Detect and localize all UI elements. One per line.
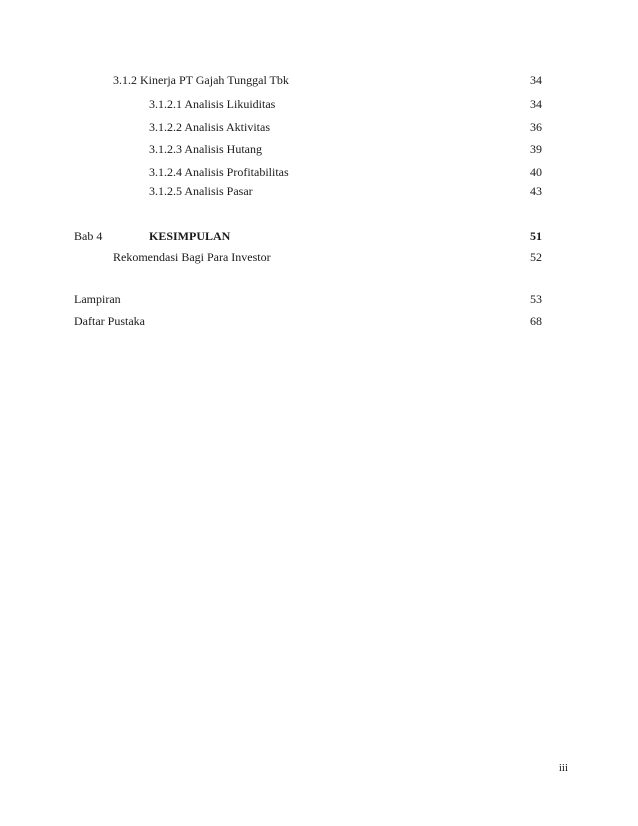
toc-entry-label: 3.1.2.1 Analisis Likuiditas xyxy=(149,97,276,111)
toc-entry-3-1-2-2 xyxy=(0,119,638,135)
toc-entry-page: 53 xyxy=(530,292,542,306)
toc-chapter-prefix: Bab 4 xyxy=(74,229,103,243)
toc-entry-label: Rekomendasi Bagi Para Investor xyxy=(113,250,271,264)
toc-entry-label: 3.1.2.3 Analisis Hutang xyxy=(149,142,262,156)
toc-entry-daftar-pustaka xyxy=(0,313,638,329)
toc-entry-3-1-2 xyxy=(0,72,638,88)
toc-entry-label: Daftar Pustaka xyxy=(74,314,145,328)
toc-entry-page: 34 xyxy=(530,97,542,111)
toc-entry-page: 36 xyxy=(530,120,542,134)
toc-entry-page: 52 xyxy=(530,250,542,264)
toc-entry-3-1-2-1 xyxy=(0,96,638,112)
page-number: iii xyxy=(558,762,568,774)
toc-chapter-title: KESIMPULAN xyxy=(149,229,231,243)
toc-entry-label: 3.1.2.5 Analisis Pasar xyxy=(149,184,253,198)
toc-entry-lampiran xyxy=(0,291,638,307)
toc-entry-page: 40 xyxy=(530,165,542,179)
toc-entry-page: 43 xyxy=(530,184,542,198)
toc-entry-3-1-2-3 xyxy=(0,141,638,157)
toc-entry-label: Lampiran xyxy=(74,292,121,306)
toc-entry-page: 39 xyxy=(530,142,542,156)
toc-entry-page: 51 xyxy=(530,229,542,243)
toc-entry-page: 34 xyxy=(530,73,542,87)
toc-entry-bab-4 xyxy=(0,228,638,244)
toc-entry-label: 3.1.2 Kinerja PT Gajah Tunggal Tbk xyxy=(113,73,289,87)
toc-entry-3-1-2-5 xyxy=(0,183,638,199)
toc-entry-label: 3.1.2.2 Analisis Aktivitas xyxy=(149,120,271,134)
toc-entry-label: 3.1.2.4 Analisis Profitabilitas xyxy=(149,165,289,179)
toc-entry-3-1-2-4 xyxy=(0,164,638,180)
toc-entry-page: 68 xyxy=(530,314,542,328)
toc-entry-rekomendasi xyxy=(0,249,638,265)
